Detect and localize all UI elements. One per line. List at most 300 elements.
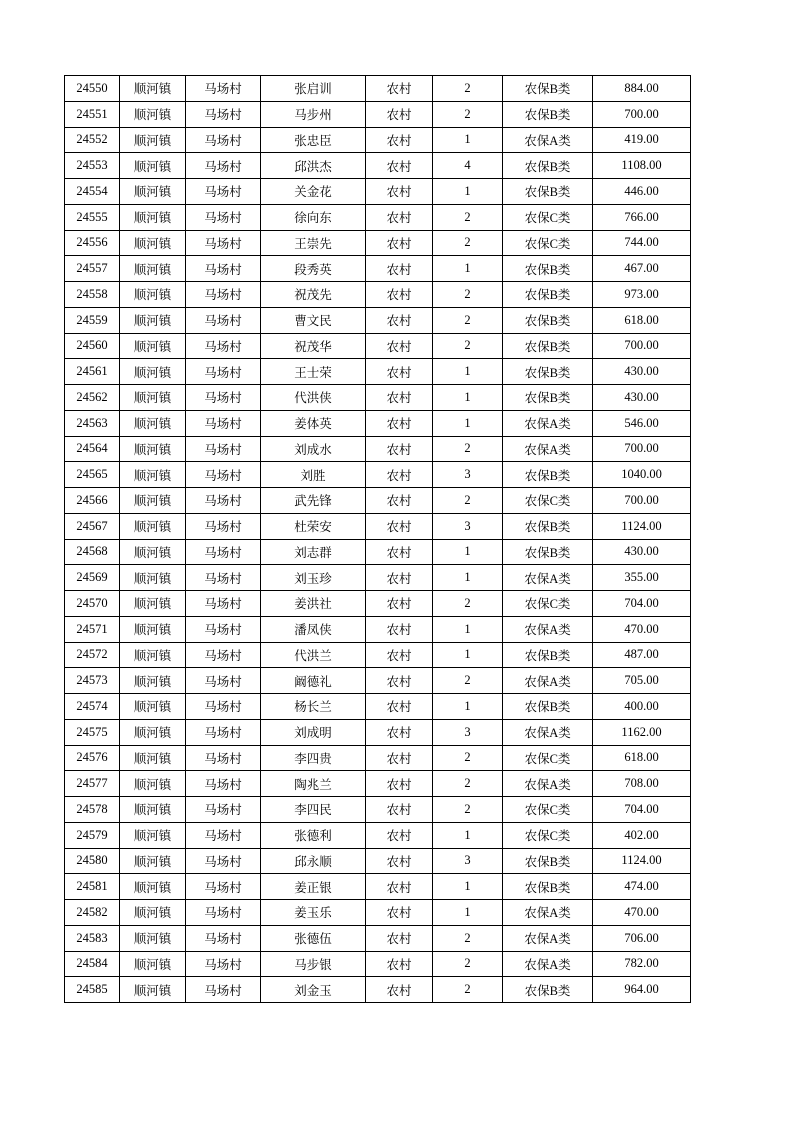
insurance-category-cell: 农保A类 <box>503 668 593 694</box>
name-cell: 潘凤侠 <box>261 616 366 642</box>
amount-cell: 355.00 <box>593 565 691 591</box>
residence-type-cell: 农村 <box>366 282 433 308</box>
insurance-category-cell: 农保B类 <box>503 513 593 539</box>
insurance-category-cell: 农保C类 <box>503 822 593 848</box>
name-cell: 杨长兰 <box>261 694 366 720</box>
table-row <box>65 282 691 308</box>
residence-type-cell: 农村 <box>366 951 433 977</box>
town-cell: 顺河镇 <box>120 642 186 668</box>
village-cell: 马场村 <box>186 307 261 333</box>
table-row <box>65 797 691 823</box>
serial-number-cell: 24557 <box>65 256 120 282</box>
insurance-category-cell: 农保B类 <box>503 76 593 102</box>
person-count-cell: 3 <box>433 462 503 488</box>
residence-type-cell: 农村 <box>366 333 433 359</box>
name-cell: 马步州 <box>261 101 366 127</box>
serial-number-cell: 24578 <box>65 797 120 823</box>
insurance-category-cell: 农保A类 <box>503 719 593 745</box>
serial-number-cell: 24585 <box>65 977 120 1003</box>
person-count-cell: 3 <box>433 719 503 745</box>
residence-type-cell: 农村 <box>366 694 433 720</box>
name-cell: 马步银 <box>261 951 366 977</box>
town-cell: 顺河镇 <box>120 900 186 926</box>
town-cell: 顺河镇 <box>120 101 186 127</box>
serial-number-cell: 24584 <box>65 951 120 977</box>
town-cell: 顺河镇 <box>120 385 186 411</box>
amount-cell: 700.00 <box>593 436 691 462</box>
name-cell: 张德伍 <box>261 925 366 951</box>
table-row <box>65 771 691 797</box>
records-table-body <box>65 76 691 1003</box>
village-cell: 马场村 <box>186 76 261 102</box>
person-count-cell: 3 <box>433 848 503 874</box>
person-count-cell: 1 <box>433 127 503 153</box>
name-cell: 张德利 <box>261 822 366 848</box>
table-row <box>65 951 691 977</box>
residence-type-cell: 农村 <box>366 462 433 488</box>
amount-cell: 1108.00 <box>593 153 691 179</box>
residence-type-cell: 农村 <box>366 642 433 668</box>
table-row <box>65 385 691 411</box>
amount-cell: 1040.00 <box>593 462 691 488</box>
residence-type-cell: 农村 <box>366 307 433 333</box>
amount-cell: 402.00 <box>593 822 691 848</box>
name-cell: 李四民 <box>261 797 366 823</box>
village-cell: 马场村 <box>186 591 261 617</box>
village-cell: 马场村 <box>186 204 261 230</box>
person-count-cell: 2 <box>433 591 503 617</box>
table-row <box>65 230 691 256</box>
name-cell: 刘志群 <box>261 539 366 565</box>
insurance-category-cell: 农保A类 <box>503 925 593 951</box>
town-cell: 顺河镇 <box>120 565 186 591</box>
village-cell: 马场村 <box>186 436 261 462</box>
village-cell: 马场村 <box>186 977 261 1003</box>
person-count-cell: 2 <box>433 333 503 359</box>
name-cell: 姜洪社 <box>261 591 366 617</box>
serial-number-cell: 24553 <box>65 153 120 179</box>
insurance-category-cell: 农保B类 <box>503 385 593 411</box>
amount-cell: 419.00 <box>593 127 691 153</box>
table-row <box>65 513 691 539</box>
serial-number-cell: 24555 <box>65 204 120 230</box>
amount-cell: 400.00 <box>593 694 691 720</box>
name-cell: 刘成水 <box>261 436 366 462</box>
town-cell: 顺河镇 <box>120 951 186 977</box>
person-count-cell: 1 <box>433 385 503 411</box>
town-cell: 顺河镇 <box>120 359 186 385</box>
serial-number-cell: 24554 <box>65 179 120 205</box>
table-row <box>65 719 691 745</box>
residence-type-cell: 农村 <box>366 977 433 1003</box>
town-cell: 顺河镇 <box>120 204 186 230</box>
table-row <box>65 307 691 333</box>
village-cell: 马场村 <box>186 385 261 411</box>
table-row <box>65 153 691 179</box>
name-cell: 刘金玉 <box>261 977 366 1003</box>
town-cell: 顺河镇 <box>120 76 186 102</box>
residence-type-cell: 农村 <box>366 101 433 127</box>
person-count-cell: 1 <box>433 410 503 436</box>
table-row <box>65 179 691 205</box>
insurance-category-cell: 农保B类 <box>503 642 593 668</box>
insurance-category-cell: 农保A类 <box>503 410 593 436</box>
residence-type-cell: 农村 <box>366 204 433 230</box>
amount-cell: 1124.00 <box>593 848 691 874</box>
serial-number-cell: 24556 <box>65 230 120 256</box>
village-cell: 马场村 <box>186 282 261 308</box>
serial-number-cell: 24575 <box>65 719 120 745</box>
serial-number-cell: 24559 <box>65 307 120 333</box>
table-row <box>65 977 691 1003</box>
amount-cell: 430.00 <box>593 385 691 411</box>
village-cell: 马场村 <box>186 822 261 848</box>
serial-number-cell: 24583 <box>65 925 120 951</box>
name-cell: 杜荣安 <box>261 513 366 539</box>
village-cell: 马场村 <box>186 848 261 874</box>
person-count-cell: 2 <box>433 668 503 694</box>
residence-type-cell: 农村 <box>366 256 433 282</box>
amount-cell: 467.00 <box>593 256 691 282</box>
table-row <box>65 333 691 359</box>
residence-type-cell: 农村 <box>366 359 433 385</box>
table-row <box>65 462 691 488</box>
town-cell: 顺河镇 <box>120 591 186 617</box>
name-cell: 代洪侠 <box>261 385 366 411</box>
insurance-category-cell: 农保C类 <box>503 230 593 256</box>
serial-number-cell: 24563 <box>65 410 120 436</box>
amount-cell: 782.00 <box>593 951 691 977</box>
serial-number-cell: 24558 <box>65 282 120 308</box>
person-count-cell: 1 <box>433 179 503 205</box>
amount-cell: 708.00 <box>593 771 691 797</box>
insurance-category-cell: 农保C类 <box>503 797 593 823</box>
serial-number-cell: 24564 <box>65 436 120 462</box>
amount-cell: 470.00 <box>593 900 691 926</box>
table-row <box>65 488 691 514</box>
town-cell: 顺河镇 <box>120 822 186 848</box>
amount-cell: 766.00 <box>593 204 691 230</box>
name-cell: 姜玉乐 <box>261 900 366 926</box>
insurance-category-cell: 农保C类 <box>503 488 593 514</box>
amount-cell: 700.00 <box>593 333 691 359</box>
amount-cell: 705.00 <box>593 668 691 694</box>
village-cell: 马场村 <box>186 410 261 436</box>
residence-type-cell: 农村 <box>366 771 433 797</box>
serial-number-cell: 24568 <box>65 539 120 565</box>
table-row <box>65 822 691 848</box>
village-cell: 马场村 <box>186 256 261 282</box>
person-count-cell: 1 <box>433 822 503 848</box>
village-cell: 马场村 <box>186 488 261 514</box>
town-cell: 顺河镇 <box>120 282 186 308</box>
town-cell: 顺河镇 <box>120 719 186 745</box>
name-cell: 李四贵 <box>261 745 366 771</box>
insurance-category-cell: 农保C类 <box>503 745 593 771</box>
table-row <box>65 616 691 642</box>
town-cell: 顺河镇 <box>120 179 186 205</box>
insurance-category-cell: 农保C类 <box>503 204 593 230</box>
town-cell: 顺河镇 <box>120 436 186 462</box>
person-count-cell: 1 <box>433 616 503 642</box>
name-cell: 王崇先 <box>261 230 366 256</box>
residence-type-cell: 农村 <box>366 76 433 102</box>
residence-type-cell: 农村 <box>366 153 433 179</box>
residence-type-cell: 农村 <box>366 513 433 539</box>
name-cell: 曹文民 <box>261 307 366 333</box>
village-cell: 马场村 <box>186 797 261 823</box>
amount-cell: 973.00 <box>593 282 691 308</box>
village-cell: 马场村 <box>186 616 261 642</box>
amount-cell: 430.00 <box>593 539 691 565</box>
residence-type-cell: 农村 <box>366 385 433 411</box>
amount-cell: 430.00 <box>593 359 691 385</box>
serial-number-cell: 24576 <box>65 745 120 771</box>
serial-number-cell: 24560 <box>65 333 120 359</box>
insurance-category-cell: 农保A类 <box>503 127 593 153</box>
town-cell: 顺河镇 <box>120 848 186 874</box>
table-row <box>65 668 691 694</box>
person-count-cell: 1 <box>433 359 503 385</box>
residence-type-cell: 农村 <box>366 591 433 617</box>
table-row <box>65 436 691 462</box>
residence-type-cell: 农村 <box>366 848 433 874</box>
name-cell: 姜正银 <box>261 874 366 900</box>
amount-cell: 706.00 <box>593 925 691 951</box>
table-row <box>65 591 691 617</box>
person-count-cell: 1 <box>433 565 503 591</box>
residence-type-cell: 农村 <box>366 230 433 256</box>
amount-cell: 964.00 <box>593 977 691 1003</box>
residence-type-cell: 农村 <box>366 719 433 745</box>
town-cell: 顺河镇 <box>120 462 186 488</box>
insurance-category-cell: 农保B类 <box>503 539 593 565</box>
town-cell: 顺河镇 <box>120 797 186 823</box>
name-cell: 祝茂华 <box>261 333 366 359</box>
name-cell: 姜体英 <box>261 410 366 436</box>
table-row <box>65 745 691 771</box>
serial-number-cell: 24581 <box>65 874 120 900</box>
name-cell: 陶兆兰 <box>261 771 366 797</box>
person-count-cell: 2 <box>433 204 503 230</box>
residence-type-cell: 农村 <box>366 874 433 900</box>
village-cell: 马场村 <box>186 745 261 771</box>
residence-type-cell: 农村 <box>366 797 433 823</box>
person-count-cell: 1 <box>433 874 503 900</box>
insurance-category-cell: 农保A类 <box>503 771 593 797</box>
name-cell: 关金花 <box>261 179 366 205</box>
serial-number-cell: 24574 <box>65 694 120 720</box>
serial-number-cell: 24552 <box>65 127 120 153</box>
amount-cell: 700.00 <box>593 101 691 127</box>
village-cell: 马场村 <box>186 694 261 720</box>
town-cell: 顺河镇 <box>120 333 186 359</box>
table-row <box>65 848 691 874</box>
table-row <box>65 874 691 900</box>
village-cell: 马场村 <box>186 513 261 539</box>
amount-cell: 884.00 <box>593 76 691 102</box>
person-count-cell: 1 <box>433 900 503 926</box>
amount-cell: 546.00 <box>593 410 691 436</box>
serial-number-cell: 24569 <box>65 565 120 591</box>
village-cell: 马场村 <box>186 719 261 745</box>
insurance-category-cell: 农保B类 <box>503 179 593 205</box>
person-count-cell: 2 <box>433 76 503 102</box>
table-row <box>65 76 691 102</box>
village-cell: 马场村 <box>186 462 261 488</box>
person-count-cell: 2 <box>433 797 503 823</box>
table-row <box>65 101 691 127</box>
person-count-cell: 1 <box>433 539 503 565</box>
town-cell: 顺河镇 <box>120 668 186 694</box>
serial-number-cell: 24550 <box>65 76 120 102</box>
residence-type-cell: 农村 <box>366 745 433 771</box>
residence-type-cell: 农村 <box>366 179 433 205</box>
amount-cell: 704.00 <box>593 591 691 617</box>
serial-number-cell: 24571 <box>65 616 120 642</box>
amount-cell: 704.00 <box>593 797 691 823</box>
residence-type-cell: 农村 <box>366 616 433 642</box>
amount-cell: 470.00 <box>593 616 691 642</box>
residence-type-cell: 农村 <box>366 488 433 514</box>
village-cell: 马场村 <box>186 900 261 926</box>
town-cell: 顺河镇 <box>120 127 186 153</box>
insurance-category-cell: 农保B类 <box>503 256 593 282</box>
amount-cell: 700.00 <box>593 488 691 514</box>
insurance-category-cell: 农保B类 <box>503 874 593 900</box>
village-cell: 马场村 <box>186 101 261 127</box>
person-count-cell: 2 <box>433 230 503 256</box>
name-cell: 刘玉珍 <box>261 565 366 591</box>
insurance-category-cell: 农保B类 <box>503 694 593 720</box>
village-cell: 马场村 <box>186 333 261 359</box>
records-table <box>64 75 691 1003</box>
serial-number-cell: 24582 <box>65 900 120 926</box>
name-cell: 刘胜 <box>261 462 366 488</box>
insurance-category-cell: 农保A类 <box>503 900 593 926</box>
table-row <box>65 642 691 668</box>
table-row <box>65 359 691 385</box>
person-count-cell: 3 <box>433 513 503 539</box>
table-row <box>65 694 691 720</box>
village-cell: 马场村 <box>186 925 261 951</box>
town-cell: 顺河镇 <box>120 410 186 436</box>
person-count-cell: 2 <box>433 488 503 514</box>
amount-cell: 618.00 <box>593 307 691 333</box>
town-cell: 顺河镇 <box>120 153 186 179</box>
village-cell: 马场村 <box>186 179 261 205</box>
serial-number-cell: 24562 <box>65 385 120 411</box>
name-cell: 王士荣 <box>261 359 366 385</box>
serial-number-cell: 24570 <box>65 591 120 617</box>
name-cell: 段秀英 <box>261 256 366 282</box>
serial-number-cell: 24573 <box>65 668 120 694</box>
town-cell: 顺河镇 <box>120 771 186 797</box>
town-cell: 顺河镇 <box>120 230 186 256</box>
amount-cell: 1124.00 <box>593 513 691 539</box>
residence-type-cell: 农村 <box>366 900 433 926</box>
insurance-category-cell: 农保B类 <box>503 848 593 874</box>
table-row <box>65 256 691 282</box>
person-count-cell: 4 <box>433 153 503 179</box>
amount-cell: 487.00 <box>593 642 691 668</box>
person-count-cell: 1 <box>433 642 503 668</box>
town-cell: 顺河镇 <box>120 488 186 514</box>
insurance-category-cell: 农保B类 <box>503 101 593 127</box>
insurance-category-cell: 农保A类 <box>503 951 593 977</box>
serial-number-cell: 24566 <box>65 488 120 514</box>
village-cell: 马场村 <box>186 153 261 179</box>
serial-number-cell: 24577 <box>65 771 120 797</box>
insurance-category-cell: 农保B类 <box>503 977 593 1003</box>
insurance-category-cell: 农保B类 <box>503 359 593 385</box>
name-cell: 刘成明 <box>261 719 366 745</box>
residence-type-cell: 农村 <box>366 925 433 951</box>
person-count-cell: 2 <box>433 951 503 977</box>
insurance-category-cell: 农保B类 <box>503 153 593 179</box>
person-count-cell: 2 <box>433 977 503 1003</box>
table-row <box>65 127 691 153</box>
table-row <box>65 204 691 230</box>
town-cell: 顺河镇 <box>120 977 186 1003</box>
table-row <box>65 900 691 926</box>
name-cell: 张启训 <box>261 76 366 102</box>
person-count-cell: 1 <box>433 256 503 282</box>
person-count-cell: 1 <box>433 694 503 720</box>
name-cell: 邱洪杰 <box>261 153 366 179</box>
amount-cell: 446.00 <box>593 179 691 205</box>
town-cell: 顺河镇 <box>120 307 186 333</box>
village-cell: 马场村 <box>186 951 261 977</box>
residence-type-cell: 农村 <box>366 565 433 591</box>
village-cell: 马场村 <box>186 359 261 385</box>
town-cell: 顺河镇 <box>120 745 186 771</box>
name-cell: 张忠臣 <box>261 127 366 153</box>
residence-type-cell: 农村 <box>366 436 433 462</box>
village-cell: 马场村 <box>186 668 261 694</box>
serial-number-cell: 24579 <box>65 822 120 848</box>
person-count-cell: 2 <box>433 771 503 797</box>
serial-number-cell: 24565 <box>65 462 120 488</box>
village-cell: 马场村 <box>186 771 261 797</box>
insurance-category-cell: 农保B类 <box>503 333 593 359</box>
residence-type-cell: 农村 <box>366 822 433 848</box>
village-cell: 马场村 <box>186 230 261 256</box>
insurance-category-cell: 农保A类 <box>503 616 593 642</box>
serial-number-cell: 24551 <box>65 101 120 127</box>
table-row <box>65 539 691 565</box>
village-cell: 马场村 <box>186 874 261 900</box>
serial-number-cell: 24567 <box>65 513 120 539</box>
town-cell: 顺河镇 <box>120 694 186 720</box>
residence-type-cell: 农村 <box>366 410 433 436</box>
serial-number-cell: 24572 <box>65 642 120 668</box>
amount-cell: 1162.00 <box>593 719 691 745</box>
name-cell: 武先锋 <box>261 488 366 514</box>
amount-cell: 744.00 <box>593 230 691 256</box>
village-cell: 马场村 <box>186 642 261 668</box>
town-cell: 顺河镇 <box>120 256 186 282</box>
person-count-cell: 2 <box>433 307 503 333</box>
village-cell: 马场村 <box>186 539 261 565</box>
person-count-cell: 2 <box>433 101 503 127</box>
insurance-category-cell: 农保B类 <box>503 462 593 488</box>
insurance-category-cell: 农保B类 <box>503 307 593 333</box>
insurance-category-cell: 农保A类 <box>503 565 593 591</box>
amount-cell: 474.00 <box>593 874 691 900</box>
village-cell: 马场村 <box>186 127 261 153</box>
table-row <box>65 565 691 591</box>
